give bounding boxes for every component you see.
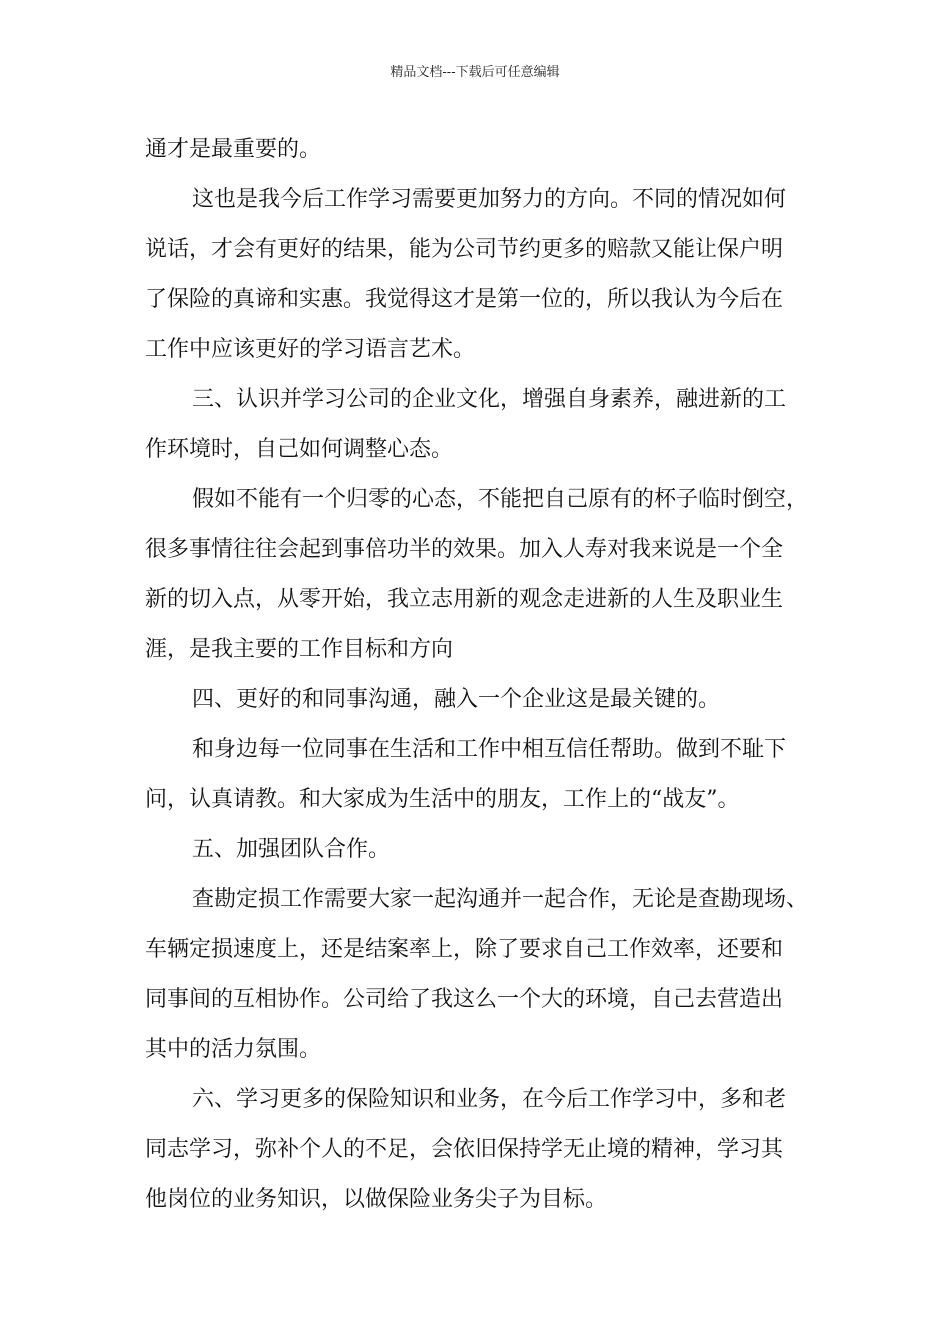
text-line: 三、认识并学习公司的企业文化，增强自身素养，融进新的工 [192, 387, 787, 412]
text-line: 工作中应该更好的学习语言艺术。 [145, 337, 476, 362]
text-line: 很多事情往往会起到事倍功半的效果。加入人寿对我来说是一个全 [145, 537, 784, 562]
text-line: 说话，才会有更好的结果，能为公司节约更多的赔款又能让保户明 [145, 237, 784, 262]
text-line: 他岗位的业务知识，以做保险业务尖子为目标。 [145, 1187, 608, 1212]
text-line: 五、加强团队合作。 [192, 837, 391, 862]
page-header: 精品文档---下载后可任意编辑 [390, 65, 560, 80]
text-line: 假如不能有一个归零的心态，不能把自己原有的杯子临时倒空， [192, 487, 809, 512]
text-line: 新的切入点，从零开始，我立志用新的观念走进新的人生及职业生 [145, 587, 784, 612]
text-line: 四、更好的和同事沟通，融入一个企业这是最关键的。 [192, 687, 721, 712]
text-line: 涯，是我主要的工作目标和方向 [145, 637, 454, 662]
text-line: 同事间的互相协作。公司给了我这么一个大的环境，自己去营造出 [145, 987, 784, 1012]
text-line: 和身边每一位同事在生活和工作中相互信任帮助。做到不耻下 [192, 737, 787, 762]
text-line: 了保险的真谛和实惠。我觉得这才是第一位的，所以我认为今后在 [145, 287, 784, 312]
text-line: 其中的活力氛围。 [145, 1037, 322, 1062]
text-line: 作环境时，自己如何调整心态。 [145, 437, 454, 462]
text-line: 这也是我今后工作学习需要更加努力的方向。不同的情况如何 [192, 187, 787, 212]
text-line: 通才是最重要的。 [145, 137, 322, 162]
text-line: 车辆定损速度上，还是结案率上，除了要求自己工作效率，还要和 [145, 937, 784, 962]
text-line: 问，认真请教。和大家成为生活中的朋友，工作上的“战友”。 [145, 787, 740, 812]
text-line: 六、学习更多的保险知识和业务，在今后工作学习中，多和老 [192, 1087, 787, 1112]
text-line: 同志学习，弥补个人的不足，会依旧保持学无止境的精神，学习其 [145, 1137, 784, 1162]
text-line: 查勘定损工作需要大家一起沟通并一起合作，无论是查勘现场、 [192, 887, 809, 912]
